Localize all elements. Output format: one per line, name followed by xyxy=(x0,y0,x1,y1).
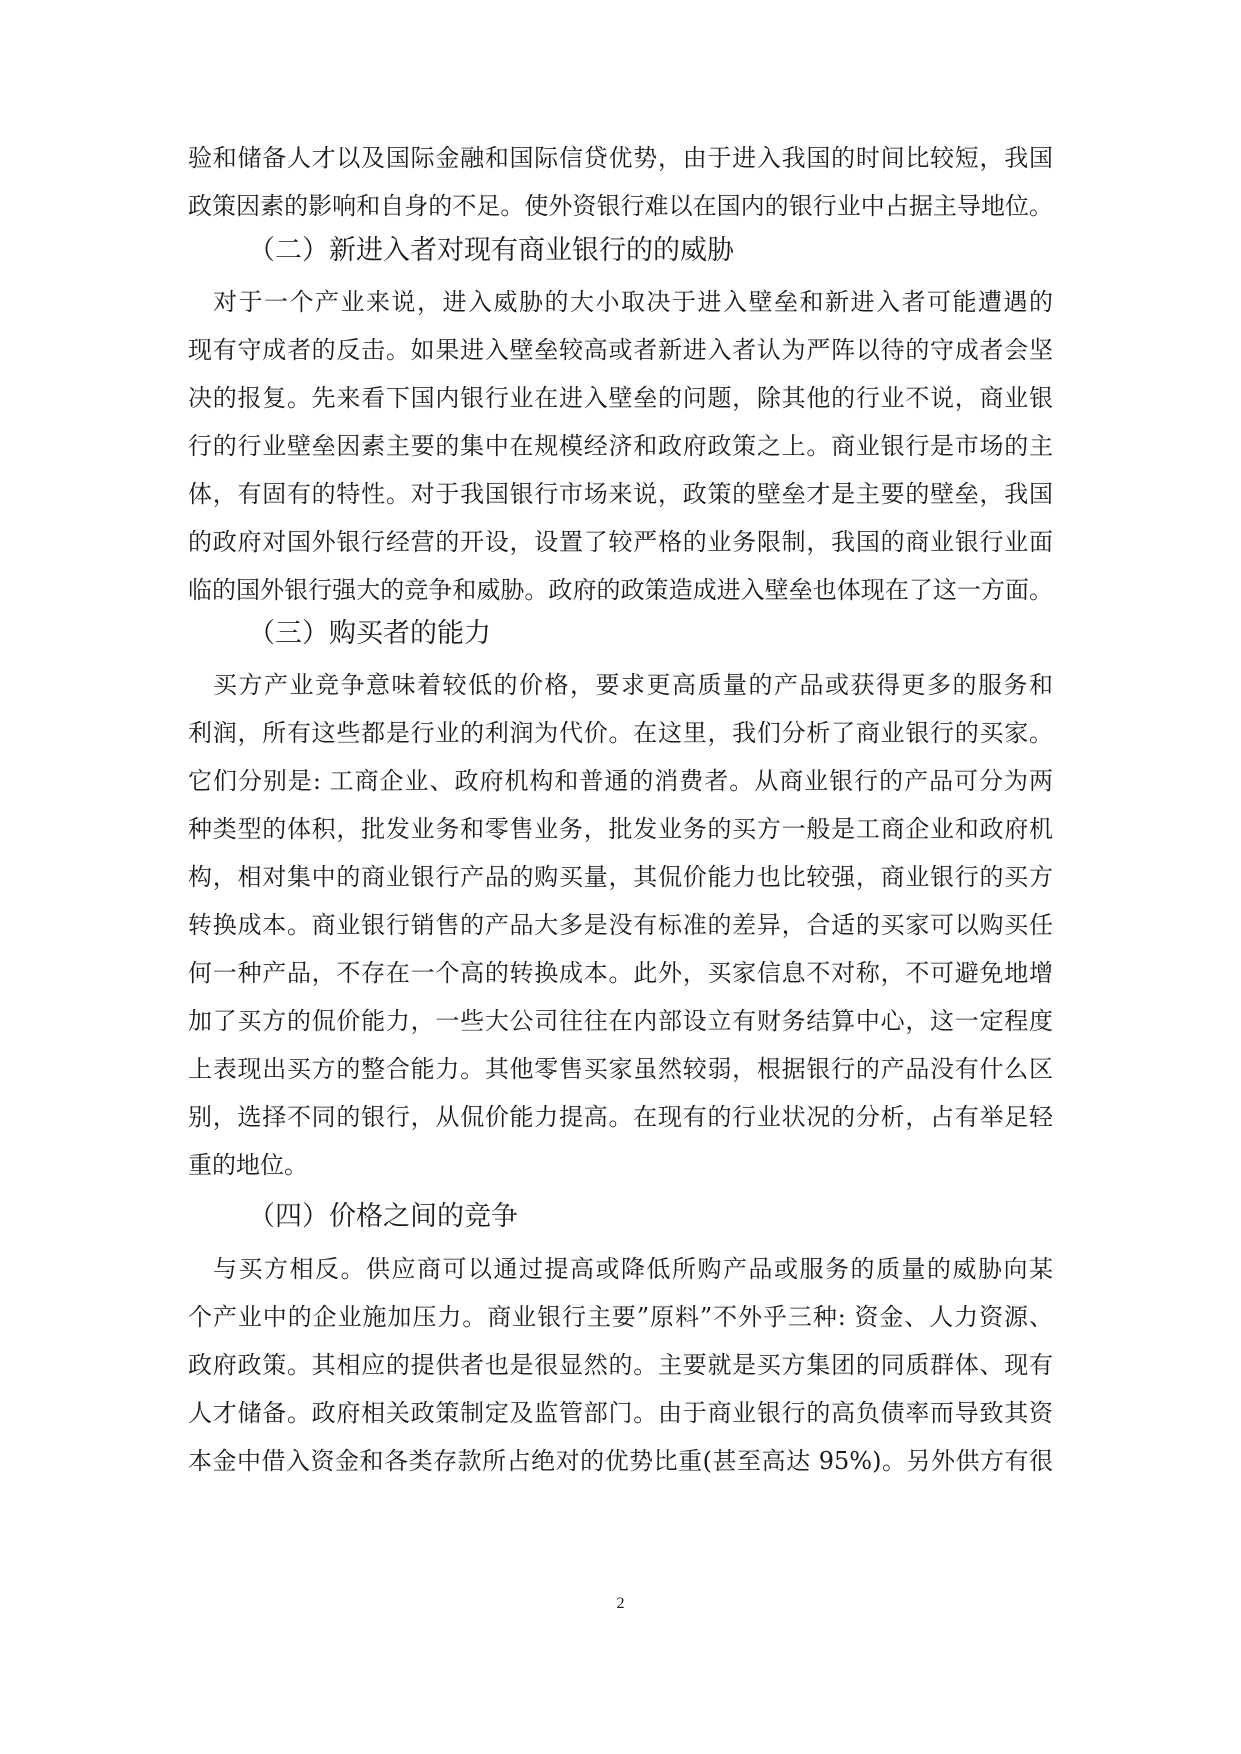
paragraph-line: 利润，所有这些都是行业的利润为代价。在这里，我们分析了商业银行的买家。 xyxy=(188,719,1053,747)
paragraph-line: 体，有固有的特性。对于我国银行市场来说，政策的壁垒才是主要的壁垒，我国 xyxy=(188,480,1053,508)
paragraph-line: 政策因素的影响和自身的不足。使外资银行难以在国内的银行业中占据主导地位。 xyxy=(188,192,1053,220)
paragraph-line: 个产业中的企业施加压力。商业银行主要”原料”不外乎三种: 资金、人力资源、 xyxy=(188,1303,1053,1331)
page-number: 2 xyxy=(616,1595,625,1612)
paragraph-line: 转换成本。商业银行销售的产品大多是没有标准的差异，合适的买家可以购买任 xyxy=(188,911,1053,939)
paragraph-line: 人才储备。政府相关政策制定及监管部门。由于商业银行的高负债率而导致其资 xyxy=(188,1399,1053,1427)
paragraph-line: 验和储备人才以及国际金融和国际信贷优势，由于进入我国的时间比较短，我国 xyxy=(188,144,1053,172)
paragraph-line: 何一种产品，不存在一个高的转换成本。此外，买家信息不对称，不可避免地增 xyxy=(188,959,1053,987)
paragraph-line: 加了买方的侃价能力，一些大公司往往在内部设立有财务结算中心，这一定程度 xyxy=(188,1007,1053,1035)
paragraph-line: 与买方相反。供应商可以通过提高或降低所购产品或服务的质量的威胁向某 xyxy=(213,1255,1053,1283)
section-heading-2: （二）新进入者对现有商业银行的的威胁 xyxy=(248,235,734,266)
paragraph-line: 行的行业壁垒因素主要的集中在规模经济和政府政策之上。商业银行是市场的主 xyxy=(188,432,1053,460)
paragraph-line: 种类型的体积，批发业务和零售业务，批发业务的买方一般是工商企业和政府机 xyxy=(188,815,1053,843)
section-heading-4: （四）价格之间的竞争 xyxy=(248,1201,518,1232)
paragraph-line: 别，选择不同的银行，从侃价能力提高。在现有的行业状况的分析，占有举足轻 xyxy=(188,1103,1053,1131)
paragraph-line: 上表现出买方的整合能力。其他零售买家虽然较弱，根据银行的产品没有什么区 xyxy=(188,1055,1053,1083)
paragraph-line: 它们分别是: 工商企业、政府机构和普通的消费者。从商业银行的产品可分为两 xyxy=(188,767,1053,795)
paragraph-line: 构，相对集中的商业银行产品的购买量，其侃价能力也比较强，商业银行的买方 xyxy=(188,863,1053,891)
paragraph-line: 政府政策。其相应的提供者也是很显然的。主要就是买方集团的同质群体、现有 xyxy=(188,1351,1053,1379)
paragraph-line: 本金中借入资金和各类存款所占绝对的优势比重(甚至高达 95%)。另外供方有很 xyxy=(188,1447,1053,1475)
paragraph-line: 临的国外银行强大的竞争和威胁。政府的政策造成进入壁垒也体现在了这一方面。 xyxy=(188,576,1053,604)
paragraph-line: 现有守成者的反击。如果进入壁垒较高或者新进入者认为严阵以待的守成者会坚 xyxy=(188,336,1053,364)
paragraph-line: 决的报复。先来看下国内银行业在进入壁垒的问题，除其他的行业不说，商业银 xyxy=(188,384,1053,412)
paragraph-line: 重的地位。 xyxy=(188,1151,308,1179)
paragraph-line: 对于一个产业来说，进入威胁的大小取决于进入壁垒和新进入者可能遭遇的 xyxy=(213,288,1053,316)
paragraph-line: 买方产业竞争意味着较低的价格，要求更高质量的产品或获得更多的服务和 xyxy=(213,671,1053,699)
section-heading-3: （三）购买者的能力 xyxy=(248,618,491,649)
paragraph-line: 的政府对国外银行经营的开设，设置了较严格的业务限制，我国的商业银行业面 xyxy=(188,528,1053,556)
